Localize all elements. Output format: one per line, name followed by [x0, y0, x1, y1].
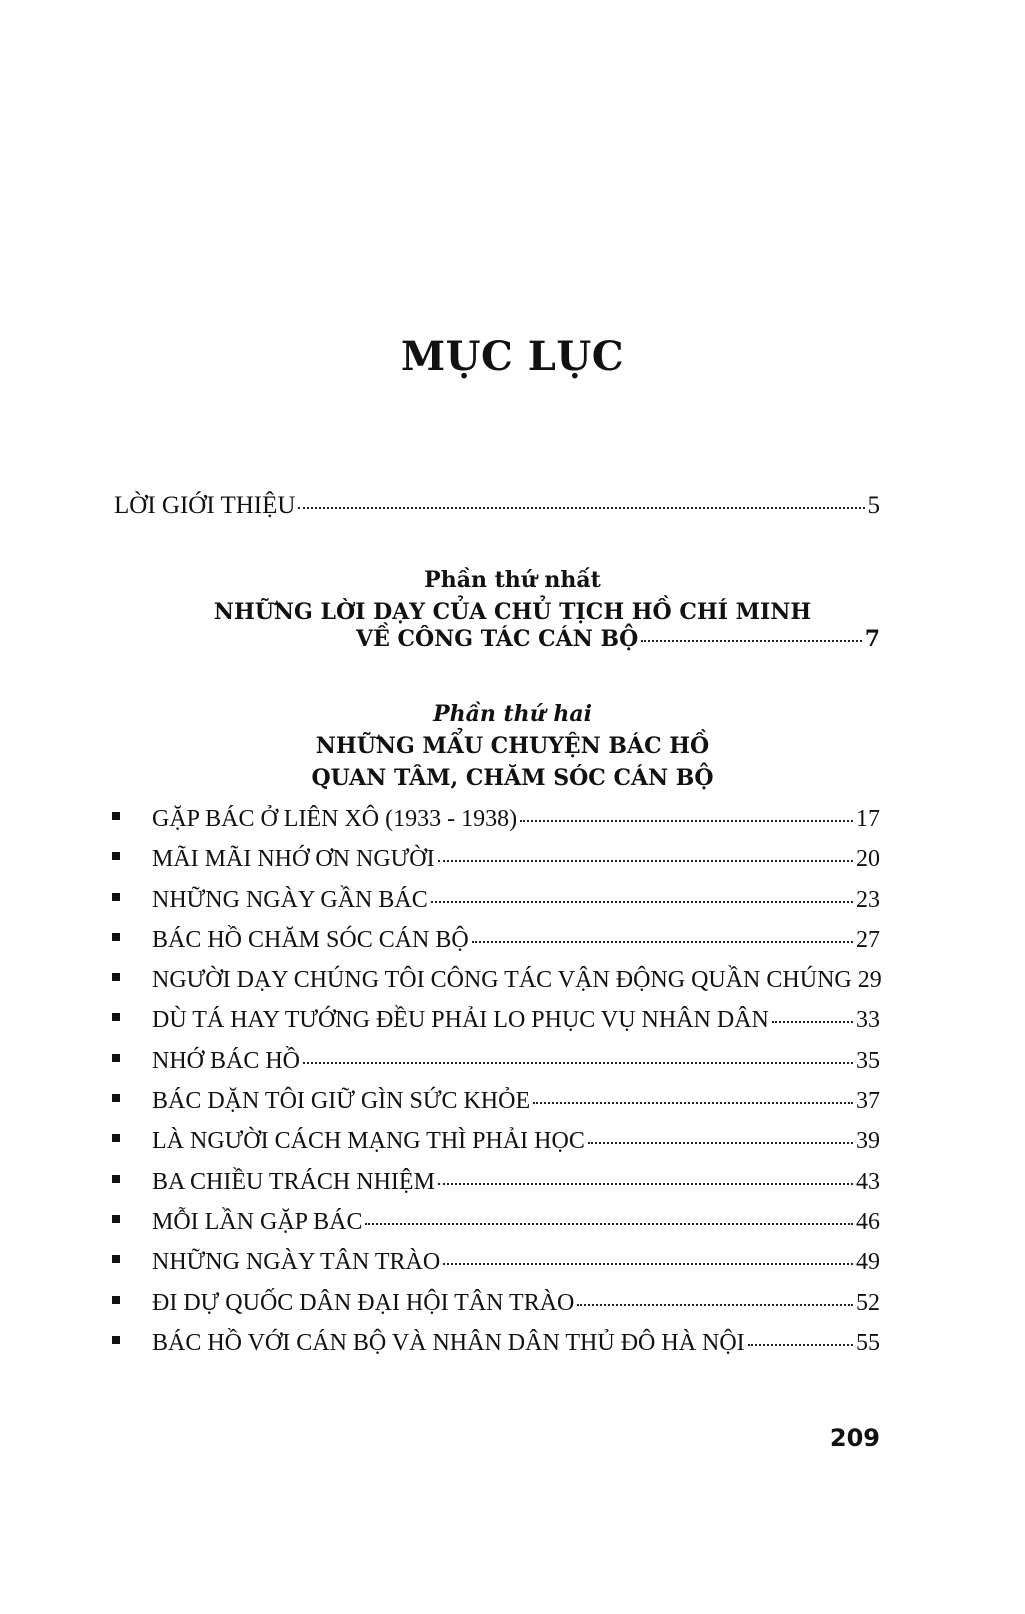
dot-leader [520, 820, 853, 822]
toc-entry-page: 52 [856, 1289, 880, 1316]
toc-entry-label: DÙ TÁ HAY TƯỚNG ĐỀU PHẢI LO PHỤC VỤ NHÂN DÂN [152, 1007, 769, 1034]
toc-entry-page: 55 [856, 1329, 880, 1356]
bullet-icon [112, 1296, 120, 1304]
toc-entry-page: 37 [856, 1088, 880, 1115]
bullet-icon [112, 973, 120, 981]
bullet-icon [112, 1094, 120, 1102]
toc-entry-page: 35 [856, 1047, 880, 1074]
list-item[interactable] [112, 1330, 880, 1370]
list-item[interactable] [112, 846, 880, 886]
list-item[interactable] [112, 887, 880, 927]
toc-entry-label: NHỚ BÁC HỒ [152, 1047, 301, 1074]
bullet-icon [112, 812, 120, 820]
toc-entry-page: 46 [856, 1208, 880, 1235]
bullet-icon [112, 893, 120, 901]
bullet-icon [112, 1054, 120, 1062]
list-item[interactable] [112, 1209, 880, 1249]
dot-leader [533, 1102, 853, 1104]
dot-leader [303, 1062, 853, 1064]
toc-entry-page: 29 [857, 967, 882, 994]
bullet-icon [112, 1013, 120, 1021]
toc-entry-page: 17 [856, 806, 880, 832]
bullet-icon [112, 1134, 120, 1142]
toc-entry-label: BÁC HỒ VỚI CÁN BỘ VÀ NHÂN DÂN THỦ ĐÔ HÀ NỘI [152, 1329, 745, 1356]
part-one-title-line1: NHỮNG LỜI DẠY CỦA CHỦ TỊCH HỒ CHÍ MINH [213, 599, 812, 625]
toc-entry-label: NHỮNG NGÀY TÂN TRÀO [152, 1249, 441, 1276]
list-item[interactable] [112, 1007, 880, 1047]
bullet-icon [112, 1255, 120, 1263]
toc-entry-label: GẶP BÁC Ở LIÊN XÔ (1933 - 1938) [152, 806, 518, 832]
toc-entry-page: 7 [864, 626, 880, 652]
toc-entry-page: 39 [856, 1128, 880, 1155]
bullet-icon [112, 1175, 120, 1183]
toc-entry-label: BA CHIỀU TRÁCH NHIỆM [152, 1168, 435, 1195]
page-number: 209 [829, 1424, 880, 1452]
dot-leader [443, 1263, 853, 1265]
toc-entry-intro[interactable] [114, 492, 880, 520]
list-item[interactable] [112, 1249, 880, 1289]
toc-entry-label: ĐI DỰ QUỐC DÂN ĐẠI HỘI TÂN TRÀO [152, 1289, 575, 1316]
toc-entry-page: 49 [856, 1249, 880, 1276]
dot-leader [298, 507, 864, 509]
part-one-heading [0, 564, 1025, 628]
toc-entry-page: 27 [856, 926, 880, 953]
part-one-label: Phần thứ nhất [424, 567, 601, 593]
toc-entry-label: MÃI MÃI NHỚ ƠN NGƯỜI [152, 846, 435, 873]
dot-leader [577, 1304, 853, 1306]
list-item[interactable] [112, 1048, 880, 1088]
bullet-icon [112, 933, 120, 941]
part-two-label: Phần thứ hai [433, 701, 592, 727]
list-item[interactable] [112, 967, 880, 1007]
toc-entry-page: 23 [856, 886, 880, 913]
toc-entry-label: LÀ NGƯỜI CÁCH MẠNG THÌ PHẢI HỌC [152, 1128, 585, 1155]
list-item[interactable] [112, 806, 880, 846]
toc-entry-part-one[interactable] [356, 626, 880, 652]
dot-leader [438, 1183, 853, 1185]
dot-leader [641, 640, 861, 642]
toc-entry-page: 20 [856, 846, 880, 873]
story-list [112, 806, 880, 1370]
part-two-title-line1: NHỮNG MẨU CHUYỆN BÁC HỒ [315, 733, 710, 759]
dot-leader [748, 1344, 853, 1346]
part-one-title-line2: VỀ CÔNG TÁC CÁN BỘ [356, 626, 639, 652]
dot-leader [365, 1223, 853, 1225]
toc-entry-label: LỜI GIỚI THIỆU [114, 492, 296, 519]
list-item[interactable] [112, 1169, 880, 1209]
toc-entry-label: BÁC DẶN TÔI GIỮ GÌN SỨC KHỎE [152, 1088, 531, 1115]
list-item[interactable] [112, 1088, 880, 1128]
toc-entry-label: NGƯỜI DẠY CHÚNG TÔI CÔNG TÁC VẬN ĐỘNG QUẦN CHÚNG [152, 967, 852, 994]
list-item[interactable] [112, 1290, 880, 1330]
toc-entry-page: 5 [867, 492, 880, 519]
page-title: MỤC LỤC [400, 332, 625, 380]
dot-leader [431, 901, 853, 903]
toc-entry-label: MỖI LẦN GẶP BÁC [152, 1208, 363, 1235]
dot-leader [472, 941, 853, 943]
dot-leader [772, 1021, 853, 1023]
dot-leader [438, 860, 853, 862]
toc-entry-label: BÁC HỒ CHĂM SÓC CÁN BỘ [152, 926, 469, 953]
toc-entry-label: NHỮNG NGÀY GẦN BÁC [152, 886, 428, 913]
list-item[interactable] [112, 1128, 880, 1168]
part-two-heading [0, 698, 1025, 794]
bullet-icon [112, 1336, 120, 1344]
list-item[interactable] [112, 927, 880, 967]
dot-leader [588, 1142, 853, 1144]
bullet-icon [112, 852, 120, 860]
toc-entry-page: 43 [856, 1168, 880, 1195]
bullet-icon [112, 1215, 120, 1223]
toc-entry-page: 33 [856, 1007, 880, 1034]
part-two-title-line2: QUAN TÂM, CHĂM SÓC CÁN BỘ [311, 765, 714, 791]
